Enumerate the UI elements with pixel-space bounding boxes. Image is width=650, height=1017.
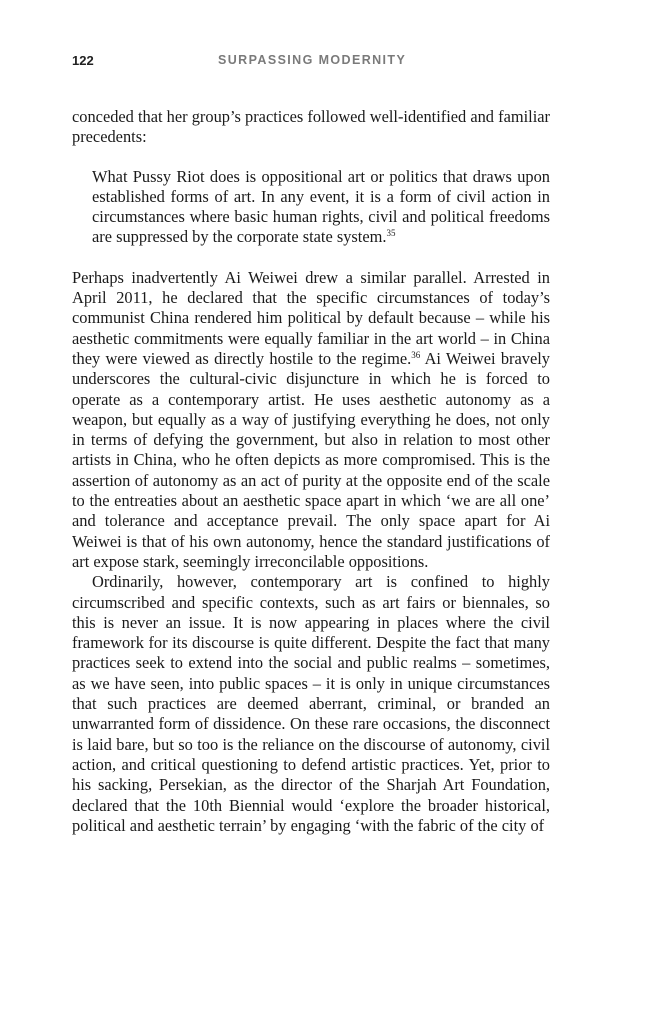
block-quote-text: What Pussy Riot does is oppositional art or politics that draws upon established forms of art. In any event, it is a form of civil action in circumstances where basic human rights, civil and political freedoms are suppressed by the corporate state system. [92,166,550,247]
paragraph-continuation: conceded that her group’s practices followed well-identified and familiar precedents: [72,107,550,147]
footnote-ref-35: 35 [386,228,396,239]
body-text [72,107,550,836]
running-head [72,53,550,73]
paragraph-ai-weiwei-part-2: Ai Weiwei bravely underscores the cultural-civic disjuncture in which he is forced to operate as a contemporary artist. He uses aesthetic autonomy as a weapon, but equally as a way of justifying everything he does, not only in terms of defying the government, but also in relation to most other artists in China, who he often depicts as more compromised. This is the assertion of autonomy as an act of purity at the opposite end of the scale to the entreaties about an aesthetic space apart in which ‘we are all one’ and tolerance and acceptance prevail. The only space apart for Ai Weiwei is that of his own autonomy, hence the standard justifications of art expose stark, seemingly irreconcilable oppositions. [72,348,550,571]
paragraph-ai-weiwei [72,268,550,572]
page-number: 122 [72,53,94,68]
footnote-ref-36: 36 [411,349,421,360]
paragraph-ai-weiwei-part-1: Perhaps inadvertently Ai Weiwei drew a similar parallel. Arrested in April 2011, he declared that the specific circumstances of today’s communist China rendered him political by default because – while his aesthetic commitments were equally familiar in the art world – in China they were viewed as directly hostile to the regime. [72,267,550,368]
block-quote [92,167,550,248]
paragraph-contemporary-art: Ordinarily, however, contemporary art is confined to highly circumscribed and specific contexts, such as art fairs or biennales, so this is never an issue. It is now appearing in places where the civil framework for its discourse is quite different. Despite the fact that many practices seek to extend into the social and public realms – sometimes, as we have seen, into public spaces – it is only in unique circumstances that such practices are deemed aberrant, criminal, or branded an unwarranted form of dissidence. On these rare occasions, the disconnect is laid bare, but so too is the reliance on the discourse of autonomy, civil action, and critical questioning to defend artistic practices. Yet, prior to his sacking, Persekian, as the director of the Sharjah Art Foundation, declared that the 10th Biennial would ‘explore the broader historical, political and aesthetic terrain’ by engaging ‘with the fabric of the city of [72,572,550,835]
running-title: SURPASSING MODERNITY [218,53,407,67]
